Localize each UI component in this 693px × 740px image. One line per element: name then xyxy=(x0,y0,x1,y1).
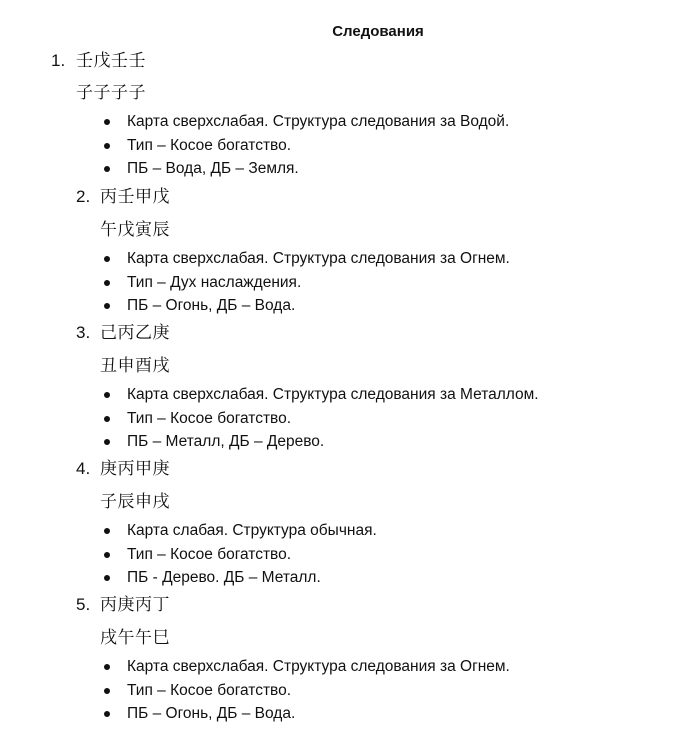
bullet-item: Карта сверхслабая. Структура следования за Огнем. xyxy=(104,656,510,680)
bullet-dot xyxy=(104,166,110,172)
bullet-item: Тип – Дух наслаждения. xyxy=(104,272,510,296)
bullet-item: Тип – Косое богатство. xyxy=(104,135,509,159)
bullet-dot xyxy=(104,392,110,398)
earthly-branches: 丑申酉戌 xyxy=(100,356,170,376)
earthly-branches: 午戊寅辰 xyxy=(100,220,170,240)
bullet-item: Карта сверхслабая. Структура следования за Огнем. xyxy=(104,248,510,272)
bullet-dot xyxy=(104,303,110,309)
heavenly-stems: 丙壬甲戊 xyxy=(100,187,170,207)
bullet-list xyxy=(104,520,377,591)
earthly-branches: 子辰申戌 xyxy=(100,492,170,512)
bullet-item: Тип – Косое богатство. xyxy=(104,408,539,432)
bullet-dot xyxy=(104,280,110,286)
bullet-dot xyxy=(104,416,110,422)
bullet-list xyxy=(104,656,510,727)
bullet-dot xyxy=(104,528,110,534)
bullet-item: ПБ – Металл, ДБ – Дерево. xyxy=(104,431,539,455)
bullet-dot xyxy=(104,711,110,717)
item-number: 1. xyxy=(51,51,66,70)
heavenly-stems: 己丙乙庚 xyxy=(100,323,170,343)
bullet-dot xyxy=(104,143,110,149)
item-number: 5. xyxy=(76,595,91,614)
heavenly-stems: 壬戊壬壬 xyxy=(76,51,146,71)
bullet-item: Карта сверхслабая. Структура следования за Металлом. xyxy=(104,384,539,408)
item-number: 4. xyxy=(76,459,91,478)
bullet-item: Карта слабая. Структура обычная. xyxy=(104,520,377,544)
bullet-item: Тип – Косое богатство. xyxy=(104,680,510,704)
bullet-dot xyxy=(104,439,110,445)
item-number: 2. xyxy=(76,187,91,206)
bullet-item: ПБ – Огонь, ДБ – Вода. xyxy=(104,295,510,319)
item-number: 3. xyxy=(76,323,91,342)
bullet-list xyxy=(104,384,539,455)
bullet-item: Карта сверхслабая. Структура следования за Водой. xyxy=(104,111,509,135)
bullet-item: ПБ – Вода, ДБ – Земля. xyxy=(104,158,509,182)
bullet-dot xyxy=(104,688,110,694)
bullet-dot xyxy=(104,575,110,581)
bullet-item: Тип – Косое богатство. xyxy=(104,544,377,568)
bullet-dot xyxy=(104,664,110,670)
heavenly-stems: 庚丙甲庚 xyxy=(100,459,170,479)
bullet-dot xyxy=(104,552,110,558)
heavenly-stems: 丙庚丙丁 xyxy=(100,595,170,615)
bullet-dot xyxy=(104,256,110,262)
bullet-item: ПБ – Огонь, ДБ – Вода. xyxy=(104,703,510,727)
bullet-item: ПБ - Дерево. ДБ – Металл. xyxy=(104,567,377,591)
earthly-branches: 子子子子 xyxy=(76,83,146,103)
bullet-list xyxy=(104,248,510,319)
bullet-list xyxy=(104,111,509,182)
bullet-dot xyxy=(104,119,110,125)
page-title: Следования xyxy=(332,23,424,40)
earthly-branches: 戌午午巳 xyxy=(100,628,170,648)
